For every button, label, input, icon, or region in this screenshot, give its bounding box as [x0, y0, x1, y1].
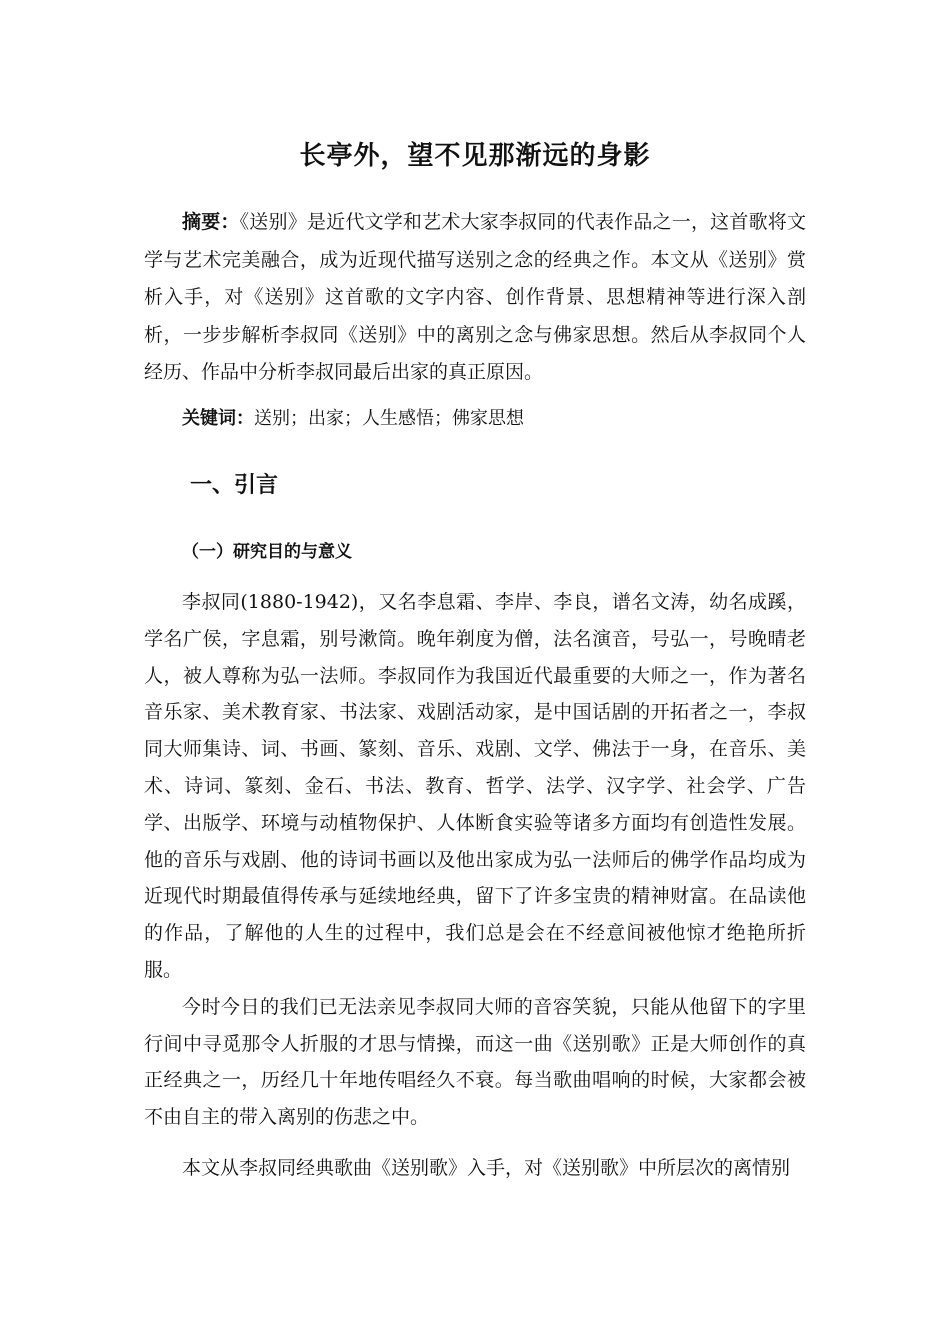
- subsection-heading-purpose: （一）研究目的与意义: [182, 542, 352, 562]
- page-title: 长亭外，望不见那渐远的身影: [299, 141, 651, 171]
- body-text: [144, 584, 806, 1187]
- abstract-text: 《送别》是近代文学和艺术大家李叔同的代表作品之一，这首歌将文学与艺术完美融合，成为近现代描写送别之念的经典之作。本文从《送别》赏析入手，对《送别》这首歌的文字内容、创作背景、思想精神等进行深入剖析，一步步解析李叔同《送别》中的离别之念与佛家思想。然后从李叔同个人经历、作品中分析李叔同最后出家的真正原因。: [144, 211, 806, 383]
- section-heading-introduction: 一、引言: [190, 473, 279, 498]
- keywords-line: [182, 404, 524, 434]
- keywords-label: 关键词：: [182, 408, 254, 429]
- body-paragraph: 李叔同(1880-1942)，又名李息霜、李岸、李良，谱名文涛，幼名成蹊，学名广侯，字息霜，别号漱筒。晚年剃度为僧，法名演音，号弘一，号晚晴老人，被人尊称为弘一法师。李叔同作为我国近代最重要的大师之一，作为著名音乐家、美术教育家、书法家、戏剧活动家，是中国话剧的开拓者之一，李叔同大师集诗、词、书画、篆刻、音乐、戏剧、文学、佛法于一身，在音乐、美术、诗词、篆刻、金石、书法、教育、哲学、法学、汉字学、社会学、广告学、出版学、环境与动植物保护、人体断食实验等诸多方面均有创造性发展。他的音乐与戏剧、他的诗词书画以及他出家成为弘一法师后的佛学作品均成为近现代时期最值得传承与延续地经典，留下了许多宝贵的精神财富。在品读他的作品，了解他的人生的过程中，我们总是会在不经意间被他惊才绝艳所折服。: [144, 591, 806, 981]
- body-paragraph: 今时今日的我们已无法亲见李叔同大师的音容笑貌，只能从他留下的字里行间中寻觅那令人折服的才思与情操，而这一曲《送别歌》正是大师创作的真正经典之一，历经几十年地传唱经久不衰。每当歌曲唱响的时候，大家都会被不由自主的带入离别的伤悲之中。: [144, 995, 806, 1129]
- keywords-text: 送别；出家；人生感悟；佛家思想: [254, 408, 524, 429]
- abstract-label: 摘要：: [182, 211, 240, 233]
- abstract-paragraph: [144, 204, 806, 392]
- body-paragraph: 本文从李叔同经典歌曲《送别歌》入手，对《送别歌》中所层次的离情别: [182, 1156, 791, 1179]
